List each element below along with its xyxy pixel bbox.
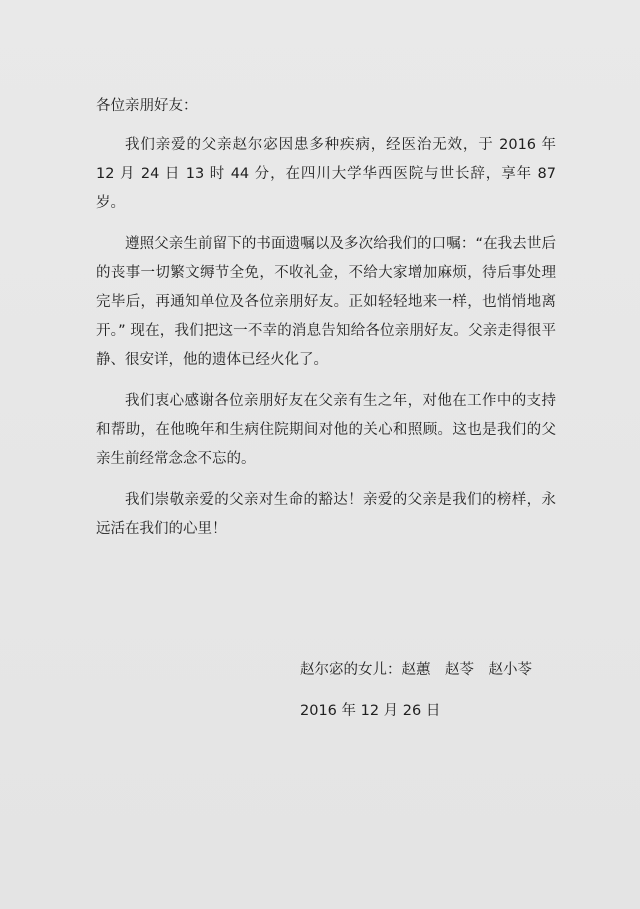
salutation: 各位亲朋好友： [96, 98, 198, 114]
paragraph-tribute: 我们崇敬亲爱的父亲对生命的豁达！亲爱的父亲是我们的榜样，永远活在我们的心里！ [96, 492, 556, 537]
letter-body [96, 92, 556, 556]
paragraph-will: 遵照父亲生前留下的书面遗嘱以及多次给我们的口嘱：“在我去世后的丧事一切繁文缛节全免，不收礼金，不给大家增加麻烦，待后事处理完毕后，再通知单位及各位亲朋好友。正如轻轻地来一样，也悄悄地离开。” 现在，我们把这一不幸的消息告知给各位亲朋好友。父亲走得很平静、很安详，他的遗体已经火化了。 [96, 236, 556, 368]
signoff [300, 656, 532, 738]
paragraph-thanks: 我们衷心感谢各位亲朋好友在父亲有生之年，对他在工作中的支持和帮助，在他晚年和生病住院期间对他的关心和照顾。这也是我们的父亲生前经常念念不忘的。 [96, 393, 556, 467]
letter-date: 2016 年 12 月 26 日 [300, 703, 441, 719]
paragraph-announcement: 我们亲爱的父亲赵尔宓因患多种疾病，经医治无效，于 2016 年 12 月 24 日 13 时 44 分，在四川大学华西医院与世长辞，享年 87 岁。 [96, 137, 556, 211]
signature: 赵尔宓的女儿：赵蕙 赵苓 赵小苓 [300, 662, 532, 678]
